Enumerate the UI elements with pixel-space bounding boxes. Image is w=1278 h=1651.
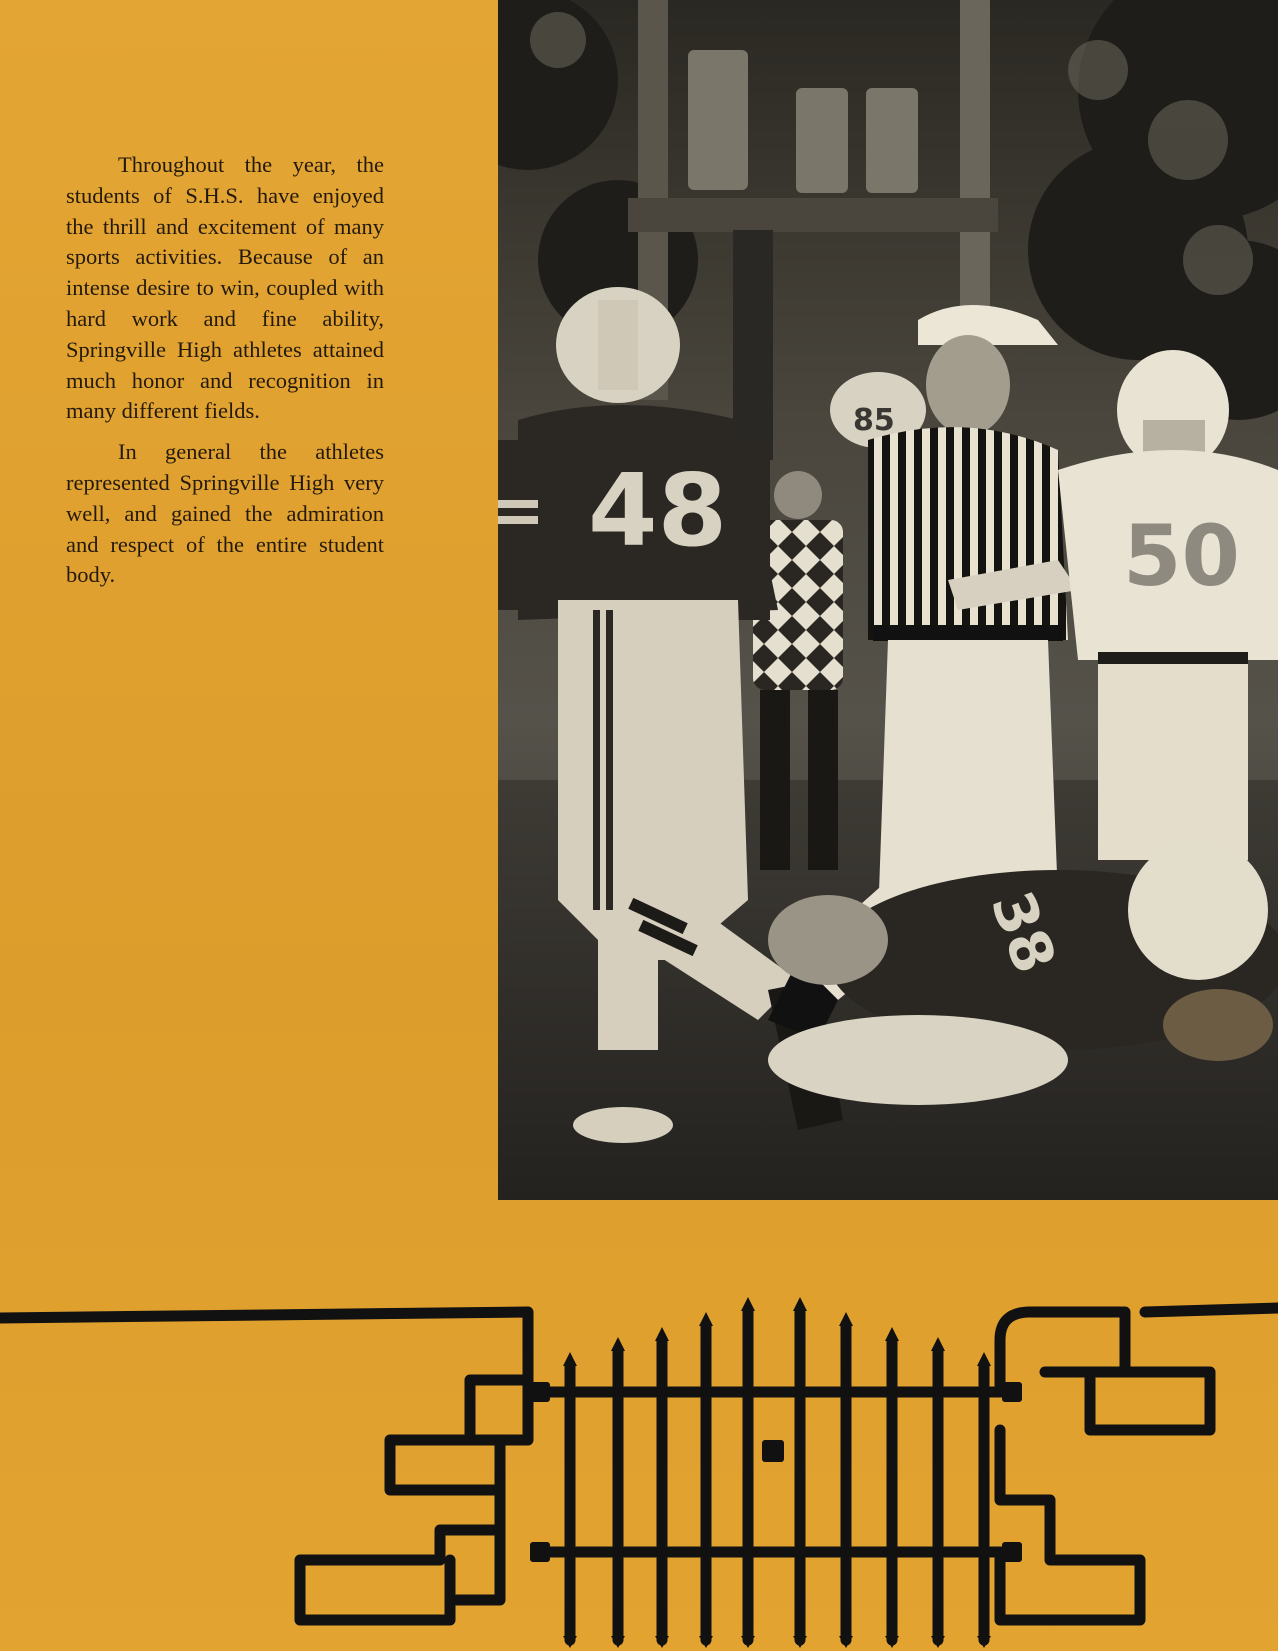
jersey-number-38: 38 xyxy=(977,882,1070,982)
photo-illustration xyxy=(498,0,1278,1200)
intro-text-block xyxy=(66,150,384,601)
jersey-number-85: 85 xyxy=(853,403,895,438)
jersey-number-48: 48 xyxy=(588,452,728,569)
football-game-photo xyxy=(498,0,1278,1200)
intro-paragraph-1: Throughout the year, the students of S.H.S. have enjoyed the thrill and excitement of many sports activities. Because of an intense desire to win, coupled with hard work and fine ability, Springville High athletes attained much honor and recognition in many different fields. xyxy=(66,152,384,424)
decorative-gate-ornament xyxy=(0,1290,1278,1651)
jersey-number-50: 50 xyxy=(1123,507,1240,605)
intro-paragraph-2: In general the athletes represented Springville High very well, and gained the admiration and respect of the entire student body. xyxy=(66,439,384,588)
